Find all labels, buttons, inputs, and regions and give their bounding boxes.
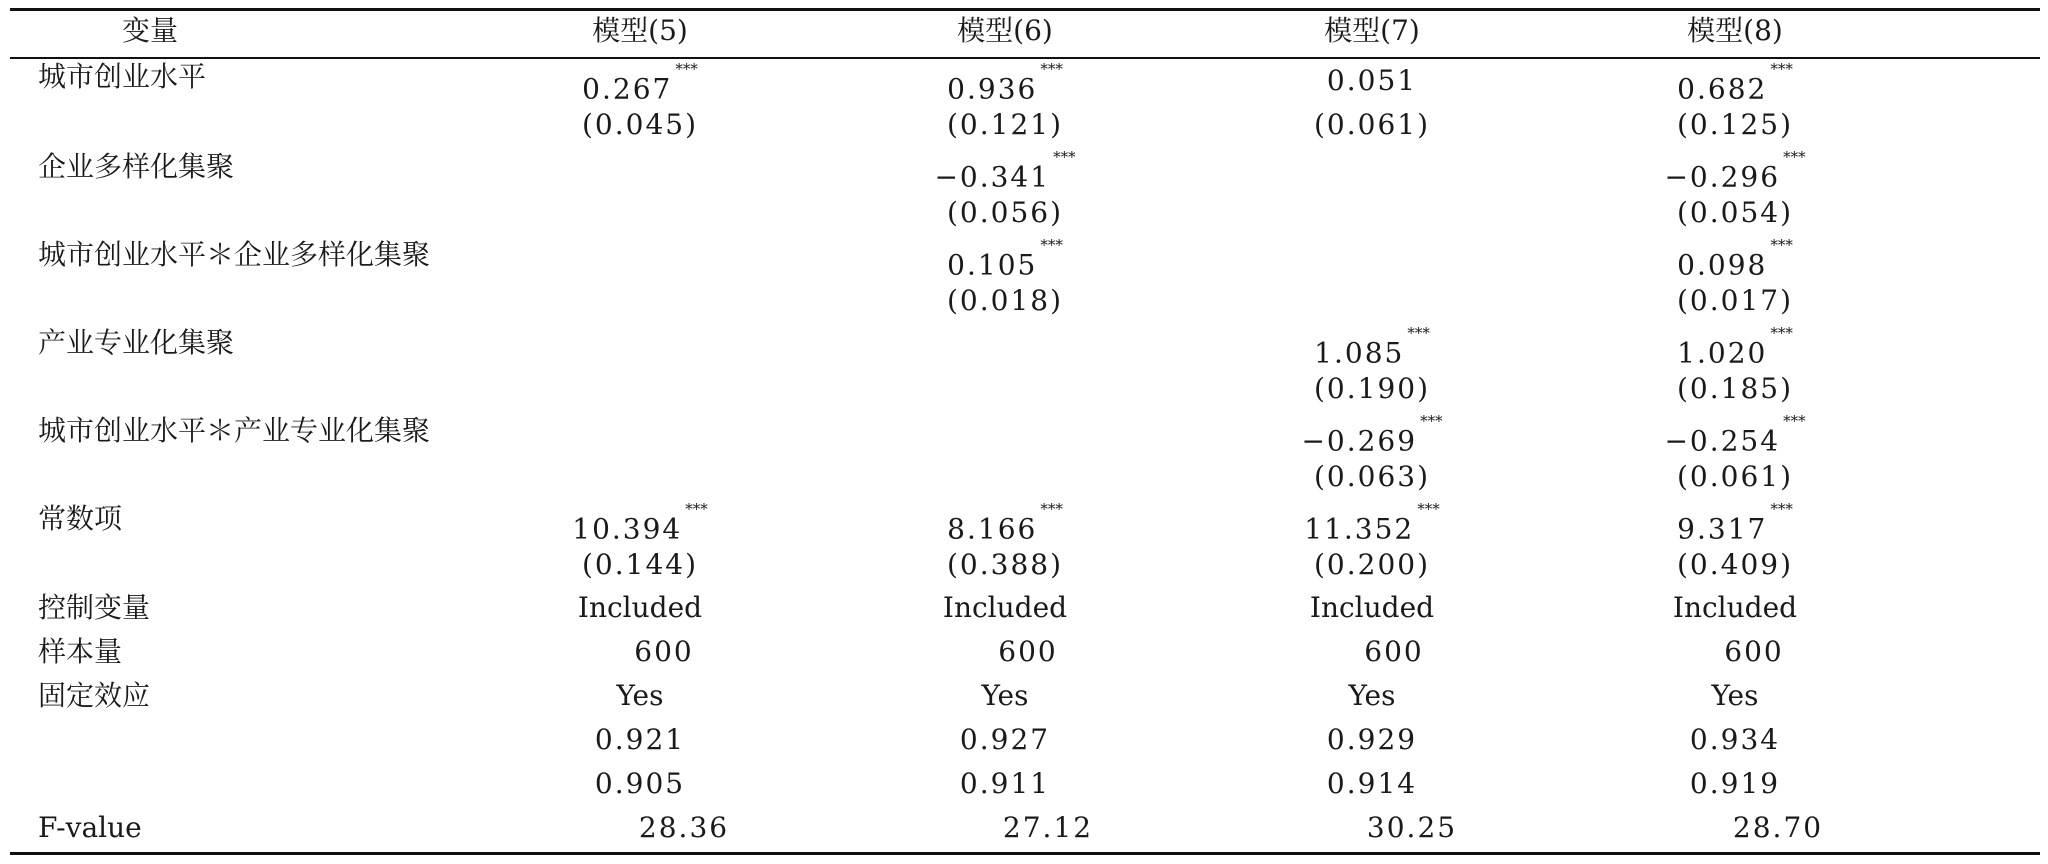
coef-cell: 0.267*** [582,60,698,106]
table-bottom-rule [10,852,2040,855]
se-cell: (0.054) [1676,196,1794,229]
sample-size-cell: 600 [1724,635,1784,668]
row-label: 城市创业水平＊企业多样化集聚 [38,238,431,271]
fixed-effect-cell: Yes [1711,679,1759,712]
se-cell: (0.388) [946,548,1064,581]
se-cell: (0.061) [1313,108,1431,141]
header-model-8: 模型(8) [1687,14,1783,47]
se-cell: (0.144) [581,548,699,581]
controls-cell: Included [577,591,703,624]
controls-cell: Included [1309,591,1435,624]
r2-cell: 0.921 [594,723,686,756]
sample-size-cell: 600 [998,635,1058,668]
se-cell: (0.063) [1313,460,1431,493]
controls-cell: Included [1672,591,1798,624]
f-value-cell: 28.36 [638,811,730,844]
fixed-effect-cell: Yes [1348,679,1396,712]
se-cell: (0.017) [1676,284,1794,317]
coef-cell: 11.352*** [1304,500,1440,546]
adj-r2-cell: 0.919 [1689,767,1781,800]
adj-r2-cell: 0.914 [1326,767,1418,800]
coef-cell: 1.085*** [1314,324,1430,370]
se-cell: (0.185) [1676,372,1794,405]
fixed-effect-cell: Yes [981,679,1029,712]
row-label: 控制变量 [38,591,151,624]
sample-size-cell: 600 [634,635,694,668]
coef-cell: 0.936*** [947,60,1063,106]
row-label: 产业专业化集聚 [38,326,235,359]
coef-cell: 0.098*** [1677,236,1793,282]
sample-size-cell: 600 [1364,635,1424,668]
se-cell: (0.190) [1313,372,1431,405]
adj-r2-cell: 0.911 [959,767,1051,800]
adj-r2-cell: 0.905 [594,767,686,800]
se-cell: (0.125) [1676,108,1794,141]
controls-cell: Included [942,591,1068,624]
se-cell: (0.045) [581,108,699,141]
f-value-cell: 28.70 [1732,811,1824,844]
row-label: 城市创业水平＊产业专业化集聚 [38,414,431,447]
coef-cell: −0.341*** [934,148,1076,194]
f-value-cell: 30.25 [1366,811,1458,844]
r2-cell: 0.927 [959,723,1051,756]
coef-cell: 1.020*** [1677,324,1793,370]
f-value-cell: 27.12 [1002,811,1094,844]
table-header-rule [10,57,2040,59]
row-label: 固定效应 [38,679,151,712]
se-cell: (0.409) [1676,548,1794,581]
header-model-6: 模型(6) [957,14,1053,47]
header-model-7: 模型(7) [1324,14,1420,47]
coef-cell: 0.105*** [947,236,1063,282]
se-cell: (0.200) [1313,548,1431,581]
r2-cell: 0.929 [1326,723,1418,756]
coef-cell: −0.296*** [1664,148,1806,194]
coef-cell: −0.254*** [1664,412,1806,458]
row-label: 企业多样化集聚 [38,150,235,183]
row-label: 城市创业水平 [38,60,207,93]
coef-cell: 8.166*** [947,500,1063,546]
row-label: 常数项 [38,502,123,535]
row-label: F-value [38,811,142,844]
se-cell: (0.121) [946,108,1064,141]
coef-cell: 0.682*** [1677,60,1793,106]
header-model-5: 模型(5) [592,14,688,47]
row-label: 样本量 [38,635,123,668]
fixed-effect-cell: Yes [616,679,664,712]
se-cell: (0.018) [946,284,1064,317]
coef-cell: 10.394*** [572,500,708,546]
se-cell: (0.056) [946,196,1064,229]
table-top-rule [10,8,2040,11]
coef-cell: −0.269*** [1301,412,1443,458]
r2-cell: 0.934 [1689,723,1781,756]
coef-cell: 0.051 [1326,64,1418,97]
header-variable: 变量 [121,14,179,47]
coef-cell: 9.317*** [1677,500,1793,546]
se-cell: (0.061) [1676,460,1794,493]
